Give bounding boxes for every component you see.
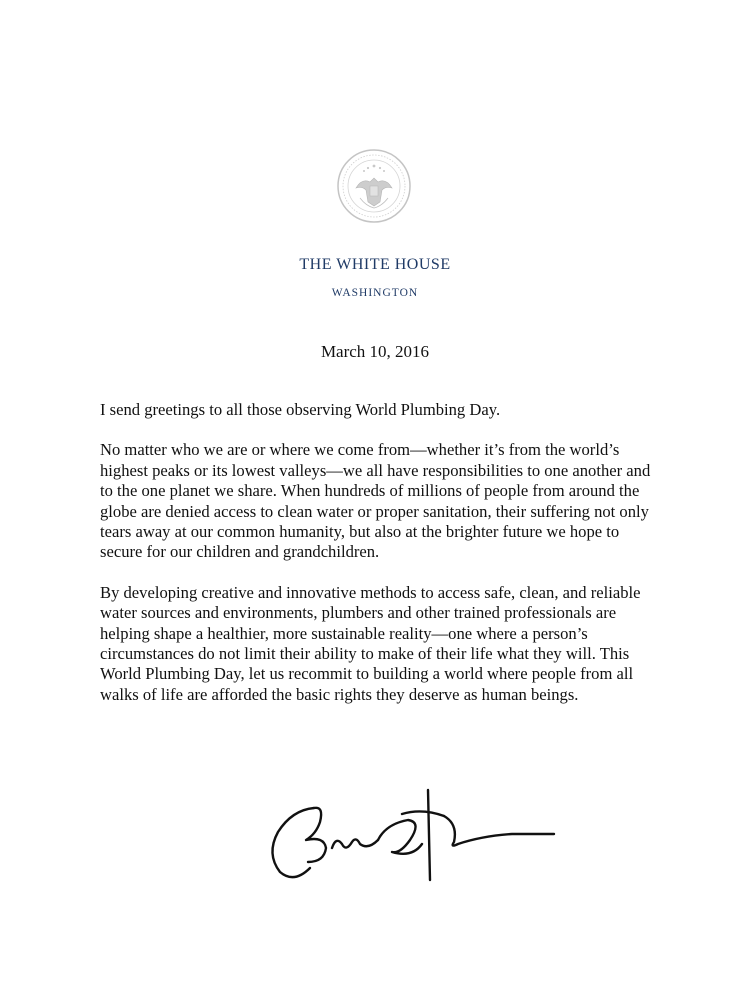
letter-date: March 10, 2016	[320, 342, 430, 361]
presidential-seal-icon	[336, 148, 412, 224]
paragraph-recommit: By developing creative and innovative methods to access safe, clean, and reliable water sources and environments, plumbers and other trained professionals are helping shape a healthier, more sustainable reality—one where a person’s circumstances do not limit their ability to make of their life what they will. This World Plumbing Day, let us recommit to building a world where people from all walks of life are afforded the basic rights they deserve as human beings.	[100, 582, 641, 704]
org-name: THE WHITE HOUSE	[299, 256, 451, 273]
paragraph-responsibility: No matter who we are or where we come from—whether it’s from the world’s highest peaks or its lowest valleys—we all have responsibilities to one another and to the one planet we share. When hundreds of millions of people from around the globe are denied access to clean water or proper sanitation, their suffering not only tears away at our common humanity, but also at the brighter future we hope to secure for our children and grandchildren.	[100, 440, 651, 562]
org-city: WASHINGTON	[331, 287, 419, 299]
handwritten-signature-icon	[262, 788, 562, 888]
paragraph-greeting: I send greetings to all those observing World Plumbing Day.	[100, 400, 501, 419]
letter-body	[100, 400, 660, 725]
